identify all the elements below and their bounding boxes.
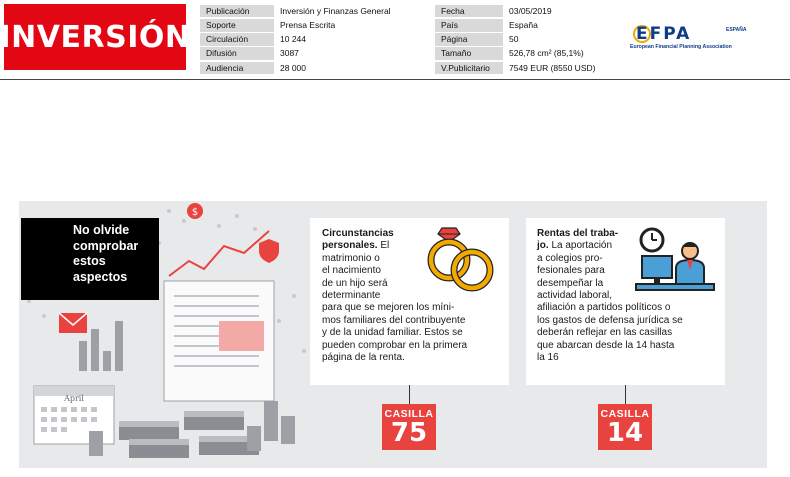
efpa-logo: EFPA ESPAÑA European Financial Planning Association: [630, 24, 765, 52]
header-divider: [0, 79, 790, 80]
meta-row: Fecha 03/05/2019: [435, 4, 629, 18]
connector-line: [625, 385, 626, 405]
meta-row: País España: [435, 18, 629, 32]
meta-row: Publicación Inversión y Finanzas General: [200, 4, 430, 18]
card-work-income: Rentas del traba- jo. La aportación a colegios pro- fesionales para desempeñar la actividad laboral, afiliación a partidos políticos o los gastos de defensa jurídica se deberán reflejar en las casillas que abarcan desde la 14 hasta la 16: [526, 218, 725, 385]
meta-row: Página 50: [435, 32, 629, 46]
metadata-table-right: [435, 4, 629, 75]
meta-row: Soporte Prensa Escrita: [200, 18, 430, 32]
wedding-rings-icon: [420, 226, 502, 292]
svg-text:$: $: [191, 207, 199, 218]
meta-row: Tamaño 526,78 cm² (85,1%): [435, 47, 629, 61]
svg-text:April: April: [64, 394, 84, 403]
publication-logo: INVERSIÓN: [4, 4, 186, 70]
meta-row: Circulación 10 244: [200, 32, 430, 46]
meta-row: Difusión 3087: [200, 47, 430, 61]
meta-row: V.Publicitario 7549 EUR (8550 USD): [435, 61, 629, 75]
connector-line: [409, 385, 410, 405]
meta-row: Audiencia 28 000: [200, 61, 430, 75]
metadata-table-left: [200, 4, 430, 75]
office-worker-clock-icon: [634, 226, 716, 298]
casilla-badge-14: CASILLA 14: [598, 404, 652, 450]
casilla-badge-75: CASILLA 75: [382, 404, 436, 450]
intro-box: No olvide comprobar estos aspectos: [21, 218, 159, 300]
card-personal-circumstances: Circunstancias personales. El matrimonio o el nacimiento de un hijo será determinante para que se mejoren los míni- mos familiares del contribuyente y de la unidad familiar. Estos se pueden comprobar en la primera página de la renta.: [310, 218, 509, 385]
